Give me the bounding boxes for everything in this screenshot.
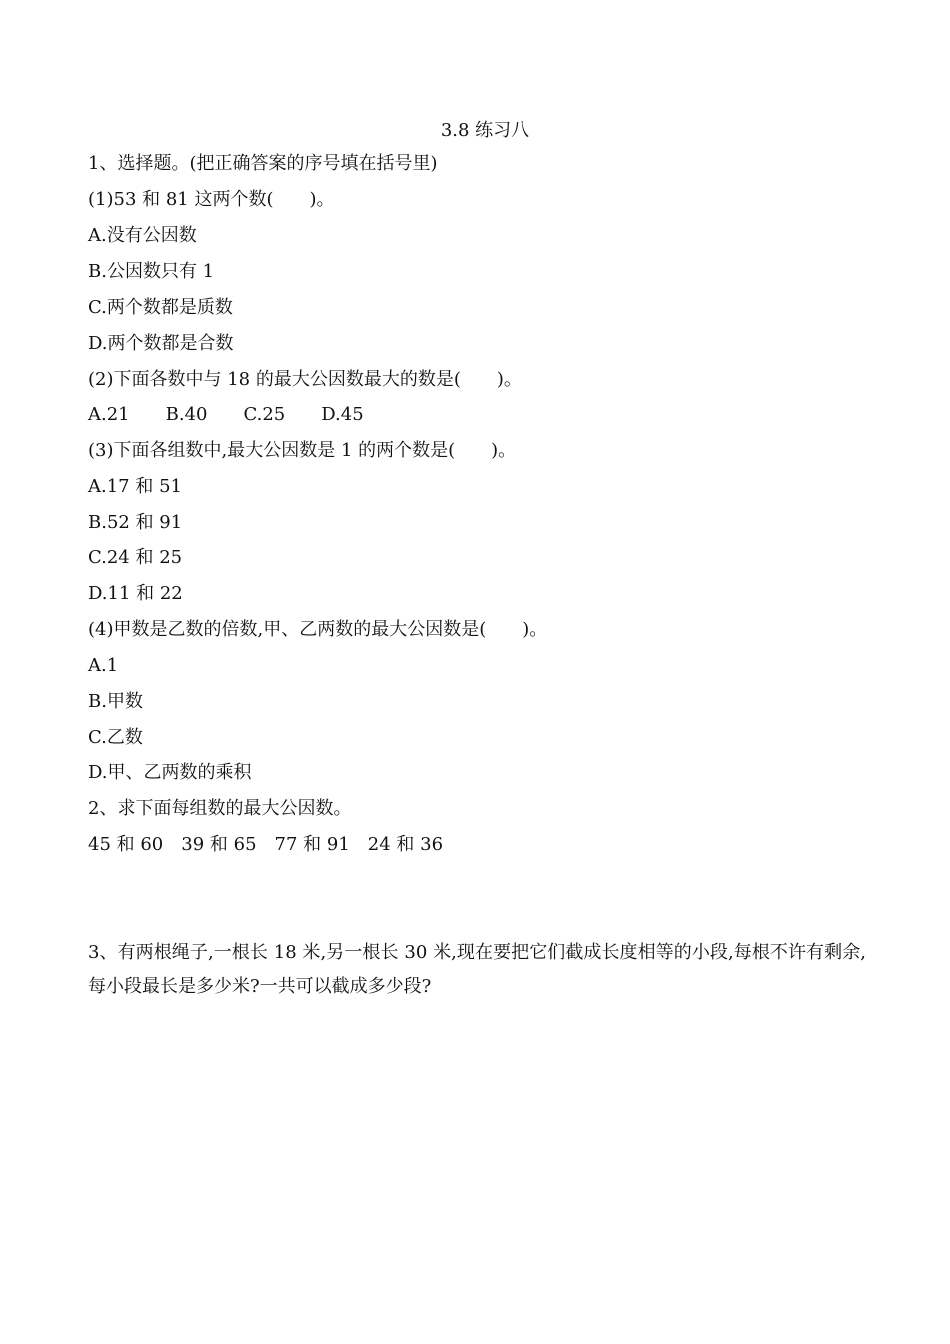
q1-stem: (1)53 和 81 这两个数( )。: [88, 189, 335, 210]
page-title: 3.8 练习八: [440, 120, 530, 141]
q2-stem: (2)下面各数中与 18 的最大公因数最大的数是( )。: [88, 369, 522, 390]
q1-option-a: A.没有公因数: [88, 225, 197, 246]
q3-option-a: A.17 和 51: [88, 476, 182, 497]
q2-option-c: C.25: [243, 404, 286, 425]
group-1: 45 和 60: [88, 834, 164, 855]
group-3: 77 和 91: [274, 834, 350, 855]
q4-option-c: C.乙数: [88, 727, 143, 748]
q2-options-row: [88, 404, 364, 426]
section1-heading: 1、选择题。(把正确答案的序号填在括号里): [88, 153, 438, 174]
q4-option-b: B.甲数: [88, 691, 143, 712]
q3-option-d: D.11 和 22: [88, 583, 183, 604]
q2-option-b: B.40: [165, 404, 208, 425]
group-4: 24 和 36: [367, 834, 444, 855]
group-2: 39 和 65: [181, 834, 257, 855]
q3-stem: (3)下面各组数中,最大公因数是 1 的两个数是( )。: [88, 440, 517, 461]
q4-stem: (4)甲数是乙数的倍数,甲、乙两数的最大公因数是( )。: [88, 619, 548, 640]
q3-option-c: C.24 和 25: [88, 547, 183, 568]
q2-option-a: A.21: [88, 404, 130, 425]
q1-option-d: D.两个数都是合数: [88, 333, 234, 354]
section2-groups-row: [88, 834, 443, 856]
q2-option-d: D.45: [321, 404, 364, 425]
section3-problem: 3、有两根绳子,一根长 18 米,另一根长 30 米,现在要把它们截成长度相等的小段,每根不许有剩余,每小段最长是多少米?一共可以截成多少段?: [88, 942, 866, 997]
q3-option-b: B.52 和 91: [88, 512, 183, 533]
q4-option-a: A.1: [88, 655, 119, 676]
section2-heading: 2、求下面每组数的最大公因数。: [88, 798, 352, 819]
q1-option-c: C.两个数都是质数: [88, 297, 233, 318]
q4-option-d: D.甲、乙两数的乘积: [88, 762, 252, 783]
q1-option-b: B.公因数只有 1: [88, 261, 215, 282]
